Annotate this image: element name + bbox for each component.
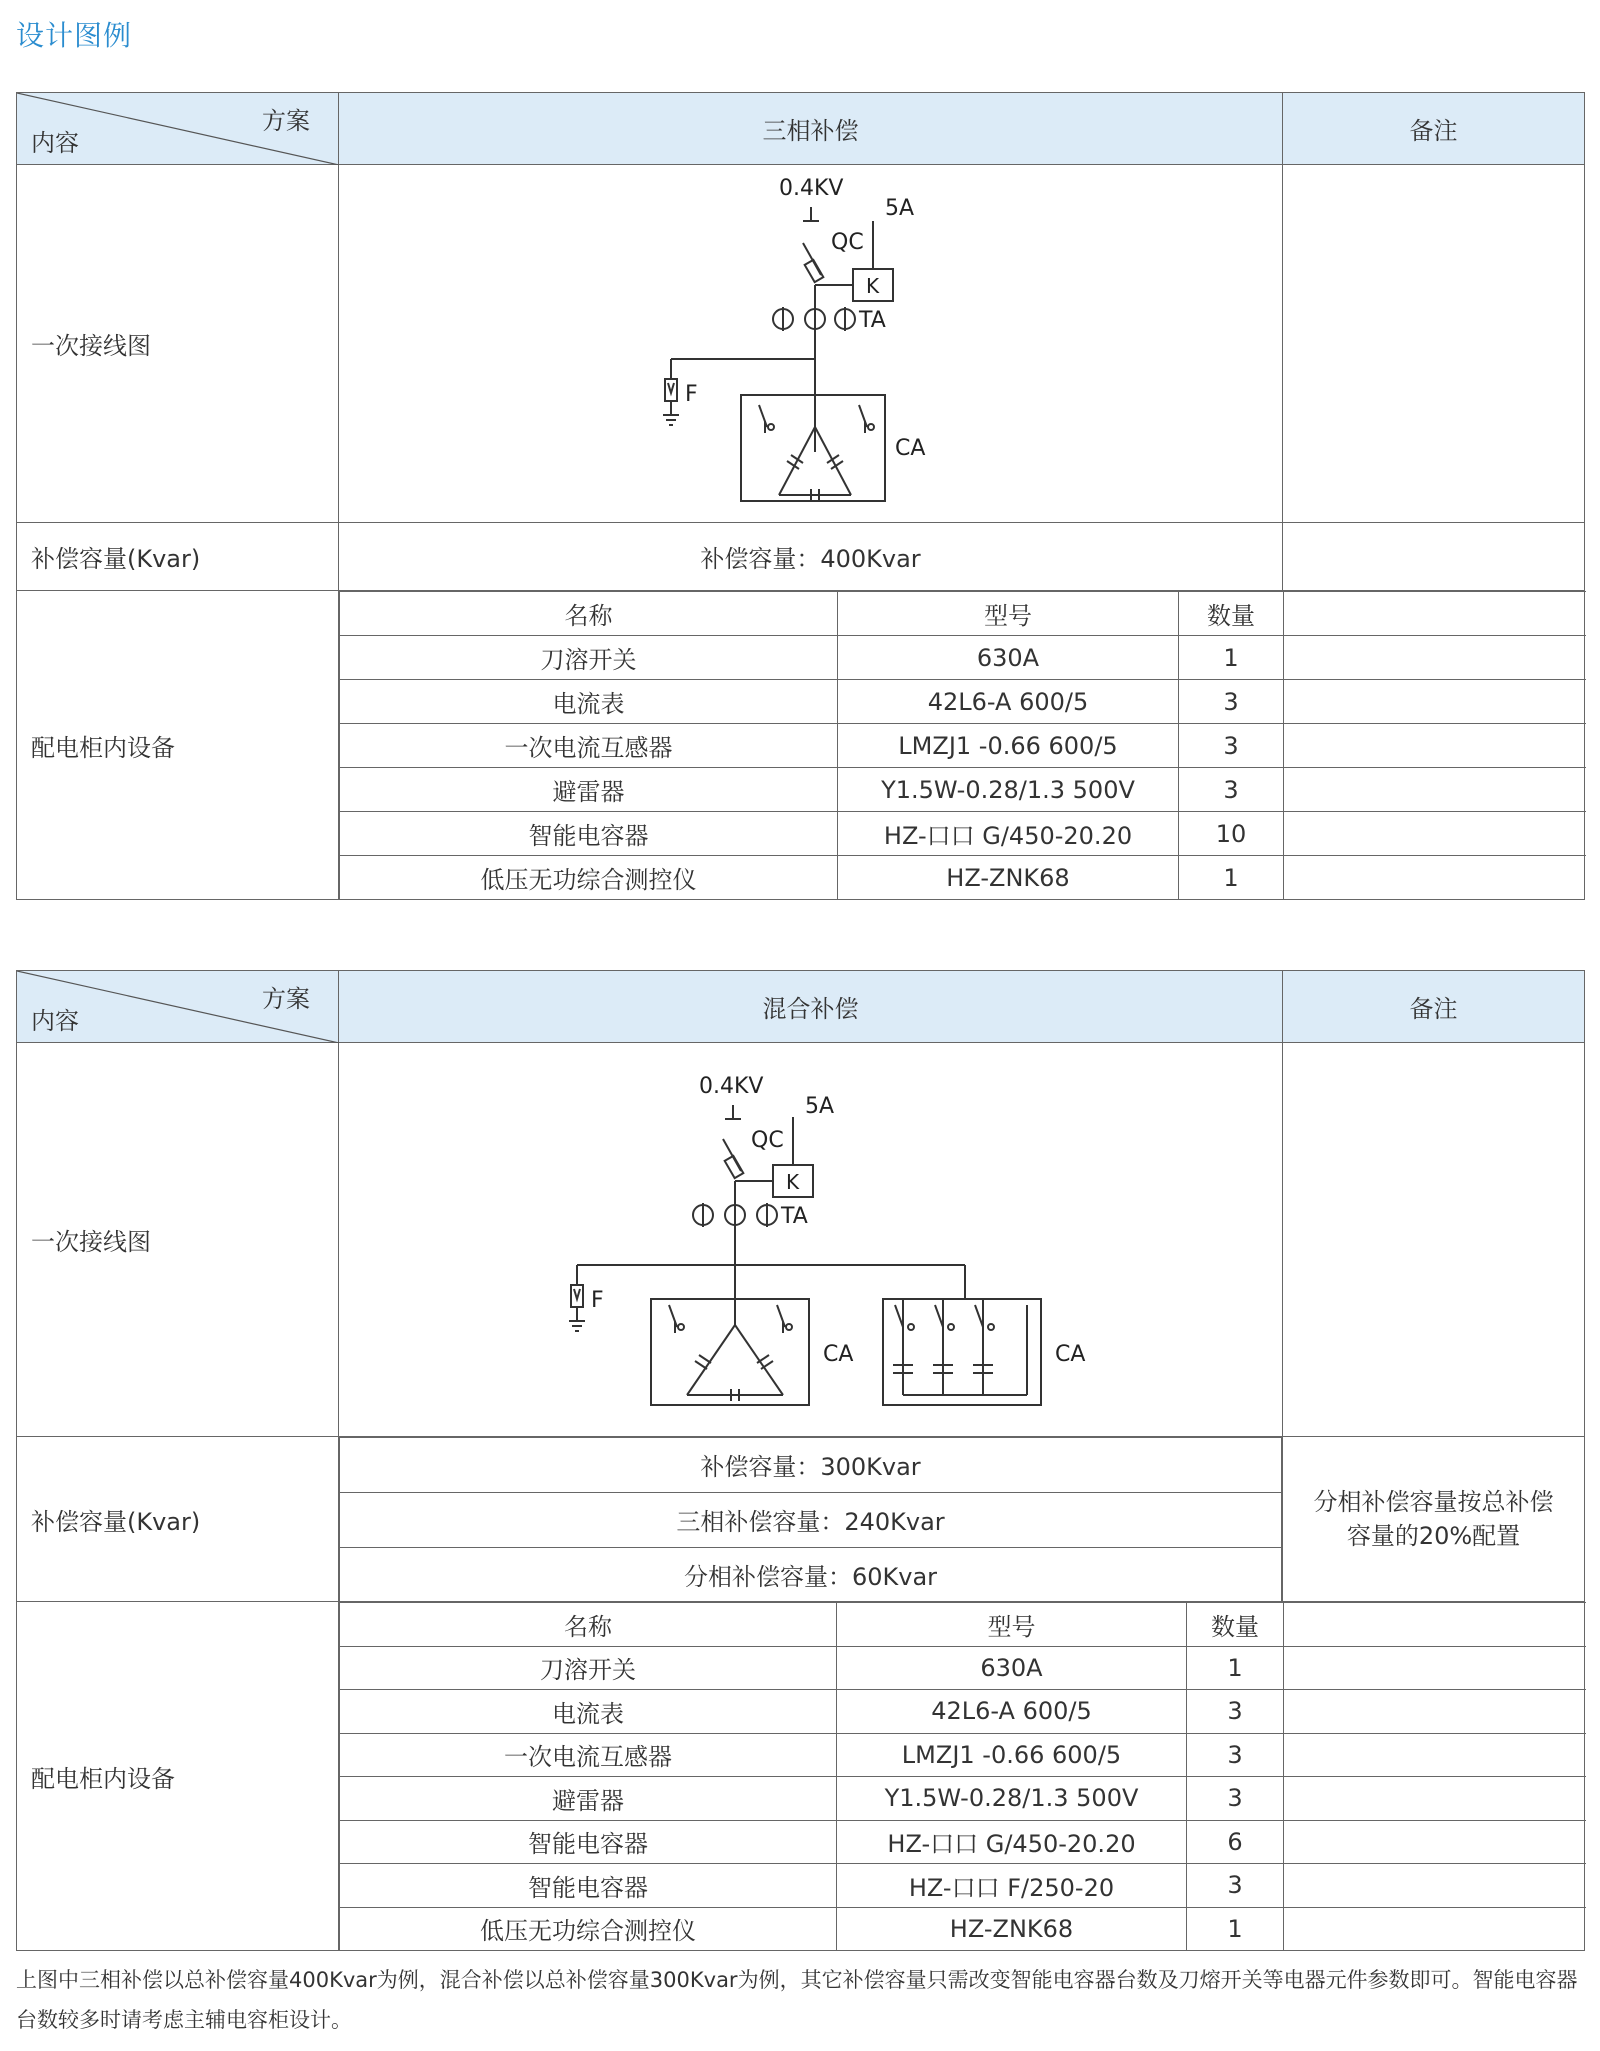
equipment-name: 刀溶开关 xyxy=(340,636,838,680)
arrester-label: F xyxy=(591,1288,604,1313)
equipment-model: HZ-ZNK68 xyxy=(838,856,1179,899)
equipment-name: 一次电流互感器 xyxy=(340,1733,837,1777)
table-row xyxy=(340,724,1586,768)
equipment-qty: 1 xyxy=(1179,636,1284,680)
remark-cell xyxy=(1283,523,1585,591)
equipment-qty: 1 xyxy=(1187,1907,1284,1950)
table-row xyxy=(340,1646,1586,1690)
equipment-name: 智能电容器 xyxy=(340,1864,837,1908)
capacitor-label: CA xyxy=(895,436,926,461)
table-row xyxy=(340,1777,1586,1821)
remark-cell xyxy=(1284,680,1586,724)
remark-cell xyxy=(1284,856,1586,899)
scheme-title: 混合补偿 xyxy=(339,971,1283,1043)
wiring-diagram-cell xyxy=(339,1043,1283,1437)
equipment-row-label: 配电柜内设备 xyxy=(17,1602,339,1951)
column-header-qty: 数量 xyxy=(1179,592,1284,636)
hybrid-compensation-table xyxy=(16,970,1585,1951)
equipment-model: 630A xyxy=(838,636,1179,680)
capacity-split-phase: 分相补偿容量：60Kvar xyxy=(340,1547,1282,1601)
remark-cell xyxy=(1284,768,1586,812)
diagram-row-label: 一次接线图 xyxy=(17,1043,339,1437)
equipment-qty: 3 xyxy=(1187,1690,1284,1734)
equipment-model: HZ-口口 F/250-20 xyxy=(837,1864,1187,1908)
capacity-value: 补偿容量：400Kvar xyxy=(339,523,1283,591)
equipment-name: 低压无功综合测控仪 xyxy=(340,856,838,899)
equipment-qty: 3 xyxy=(1179,680,1284,724)
equipment-model: Y1.5W-0.28/1.3 500V xyxy=(837,1777,1187,1821)
equipment-model: HZ-口口 G/450-20.20 xyxy=(838,812,1179,856)
current-label: 5A xyxy=(885,196,915,221)
voltage-label: 0.4KV xyxy=(699,1074,764,1099)
controller-label: K xyxy=(786,1170,800,1194)
capacity-list xyxy=(339,1437,1282,1601)
remark-cell xyxy=(1284,1603,1586,1647)
equipment-model: HZ-ZNK68 xyxy=(837,1907,1187,1950)
table-row xyxy=(340,1733,1586,1777)
equipment-qty: 1 xyxy=(1187,1646,1284,1690)
equipment-name: 电流表 xyxy=(340,680,838,724)
equipment-name: 智能电容器 xyxy=(340,1820,837,1864)
table-row xyxy=(340,636,1586,680)
equipment-name: 低压无功综合测控仪 xyxy=(340,1907,837,1950)
remark-cell xyxy=(1284,636,1586,680)
footnote: 上图中三相补偿以总补偿容量400Kvar为例，混合补偿以总补偿容量300Kvar为例，其它补偿容量只需改变智能电容器台数及刀熔开关等电器元件参数即可。智能电容器台数较多时请考虑主辅电容柜设计。 xyxy=(16,1968,1578,2032)
equipment-cell xyxy=(339,1602,1585,1951)
remark-cell xyxy=(1284,1820,1586,1864)
remark-cell xyxy=(1284,812,1586,856)
remark-cell xyxy=(1284,1777,1586,1821)
remark-cell xyxy=(1284,1690,1586,1734)
equipment-model: LMZJ1 -0.66 600/5 xyxy=(837,1733,1187,1777)
table-row xyxy=(340,1690,1586,1734)
column-header-name: 名称 xyxy=(340,1603,837,1647)
remark-cell xyxy=(1283,165,1585,523)
column-header-model: 型号 xyxy=(837,1603,1187,1647)
header-diagonal-cell xyxy=(17,971,339,1043)
equipment-model: 42L6-A 600/5 xyxy=(838,680,1179,724)
equipment-qty: 3 xyxy=(1187,1733,1284,1777)
remark-cell xyxy=(1284,592,1586,636)
header-diagonal-cell xyxy=(17,93,339,165)
table-row xyxy=(340,856,1586,899)
remark-cell xyxy=(1284,1864,1586,1908)
current-label: 5A xyxy=(805,1094,835,1119)
header-content-label: 内容 xyxy=(31,129,79,157)
table-row xyxy=(340,1820,1586,1864)
column-header-qty: 数量 xyxy=(1187,1603,1284,1647)
scheme-title: 三相补偿 xyxy=(339,93,1283,165)
capacity-total: 补偿容量：300Kvar xyxy=(340,1438,1282,1493)
equipment-qty: 10 xyxy=(1179,812,1284,856)
capacity-row-label: 补偿容量(Kvar) xyxy=(17,523,339,591)
header-content-label: 内容 xyxy=(31,1007,79,1035)
remark-header: 备注 xyxy=(1283,971,1585,1043)
remark-cell xyxy=(1284,1733,1586,1777)
switch-label: QC xyxy=(751,1128,784,1153)
column-header-model: 型号 xyxy=(838,592,1179,636)
wiring-diagram-hybrid xyxy=(339,1043,1283,1437)
equipment-qty: 3 xyxy=(1187,1864,1284,1908)
column-header-name: 名称 xyxy=(340,592,838,636)
remark-cell xyxy=(1284,1907,1586,1950)
remark-cell xyxy=(1284,724,1586,768)
voltage-label: 0.4KV xyxy=(779,176,844,201)
equipment-name: 避雷器 xyxy=(340,1777,837,1821)
equipment-row-label: 配电柜内设备 xyxy=(17,591,339,900)
equipment-name: 一次电流互感器 xyxy=(340,724,838,768)
header-plan-label: 方案 xyxy=(262,107,310,135)
table-row xyxy=(340,768,1586,812)
equipment-qty: 3 xyxy=(1179,724,1284,768)
equipment-model: Y1.5W-0.28/1.3 500V xyxy=(838,768,1179,812)
equipment-name: 避雷器 xyxy=(340,768,838,812)
equipment-model: 630A xyxy=(837,1646,1187,1690)
remark-cell xyxy=(1284,1646,1586,1690)
wiring-diagram-three-phase xyxy=(339,165,1283,523)
table-row xyxy=(340,680,1586,724)
capacity-remark: 分相补偿容量按总补偿容量的20%配置 xyxy=(1283,1437,1585,1602)
equipment-model: LMZJ1 -0.66 600/5 xyxy=(838,724,1179,768)
table-row xyxy=(340,1907,1586,1950)
remark-header: 备注 xyxy=(1283,93,1585,165)
capacitor-label: CA xyxy=(1055,1342,1086,1367)
equipment-model: HZ-口口 G/450-20.20 xyxy=(837,1820,1187,1864)
capacity-three-phase: 三相补偿容量：240Kvar xyxy=(340,1492,1282,1547)
capacity-cell xyxy=(339,1437,1283,1602)
diagram-row-label: 一次接线图 xyxy=(17,165,339,523)
table-row xyxy=(340,812,1586,856)
equipment-name: 电流表 xyxy=(340,1690,837,1734)
equipment-model: 42L6-A 600/5 xyxy=(837,1690,1187,1734)
transformer-label: TA xyxy=(859,308,886,333)
remark-cell xyxy=(1283,1043,1585,1437)
wiring-diagram-cell xyxy=(339,165,1283,523)
switch-label: QC xyxy=(831,230,864,255)
equipment-name: 智能电容器 xyxy=(340,812,838,856)
equipment-qty: 6 xyxy=(1187,1820,1284,1864)
arrester-label: F xyxy=(685,382,698,407)
equipment-qty: 3 xyxy=(1187,1777,1284,1821)
transformer-label: TA xyxy=(781,1204,808,1229)
capacitor-label: CA xyxy=(823,1342,854,1367)
three-phase-compensation-table xyxy=(16,92,1585,900)
capacity-row-label: 补偿容量(Kvar) xyxy=(17,1437,339,1602)
header-plan-label: 方案 xyxy=(262,985,310,1013)
table-row xyxy=(340,1864,1586,1908)
equipment-qty: 1 xyxy=(1179,856,1284,899)
equipment-qty: 3 xyxy=(1179,768,1284,812)
equipment-list-table xyxy=(339,1602,1586,1950)
page-title: 设计图例 xyxy=(16,19,133,52)
controller-label: K xyxy=(866,274,880,298)
equipment-cell xyxy=(339,591,1585,900)
equipment-list-table xyxy=(339,591,1586,899)
equipment-name: 刀溶开关 xyxy=(340,1646,837,1690)
